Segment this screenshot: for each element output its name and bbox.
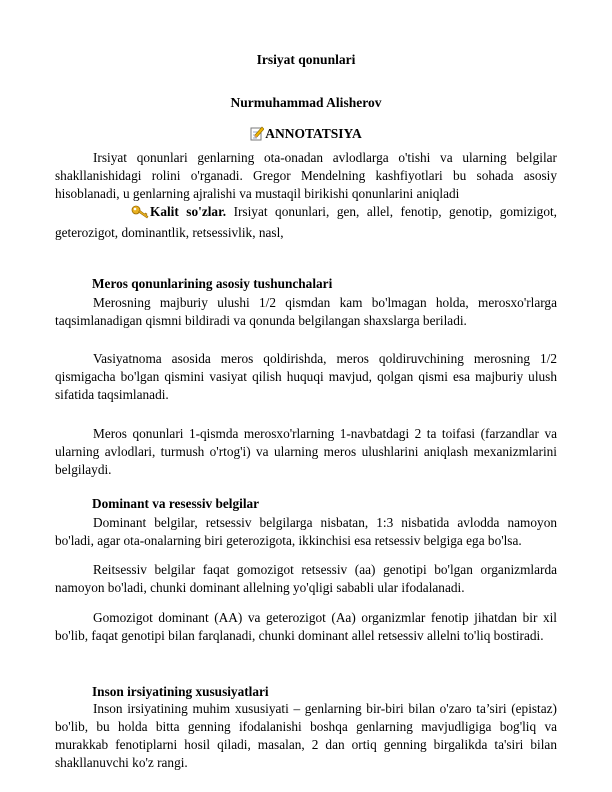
section-paragraph: Meros qonunlari 1-qismda merosxo'rlarning 1-navbatdagi 2 ta toifasi (farzandlar va ularning avlodlari, turmush o'rtog'i) va ularning meros ulushlarini aniqlash mexanizmlarini belgilaydi. <box>55 426 557 477</box>
document-title: Irsiyat qonunlari <box>256 52 356 67</box>
keywords-list: Irsiyat qonunlari, gen, allel, fenotip, genotip, gomizigot, geterozigot, dominantlik, retsessivlik, nasl, <box>55 204 557 240</box>
annotation-label: ANNOTATSIYA <box>265 126 362 141</box>
section-heading: Inson irsiyatining xususiyatlari <box>92 684 269 699</box>
section-paragraph: Vasiyatnoma asosida meros qoldirishda, meros qoldiruvchining merosning 1/2 qismigacha bo'lgan qismini vasiyat qilish huquqi mavjud, qolgan qismi esa majburiy ulush sifatida taqsimlanadi. <box>55 351 557 402</box>
author-name: Nurmuhammad Alisherov <box>230 95 382 110</box>
key-icon <box>93 204 149 224</box>
section-paragraph: Inson irsiyatining muhim xususiyati – genlarning bir-biri bilan o'zaro ta’siri (epistaz) bo'lib, bu holda bitta genning ifodalanishi boshqa genlarning mavjudligiga bog'liq va murakkab fenotiplarni hosil qiladi, masalan, 2 dan ortiq genning birgalikda ta'siri bilan shakllanuvchi ko'z rangi. <box>55 701 557 770</box>
memo-pencil-icon <box>250 126 264 145</box>
section-heading: Dominant va resessiv belgilar <box>92 496 260 511</box>
section-paragraph: Reitsessiv belgilar faqat gomozigot retsessiv (aa) genotipi bo'lgan organizmlarda namoyon bo'ladi, chunki dominant allelning yo'qligi sababli ular ifodalanadi. <box>55 562 557 595</box>
section-paragraph: Merosning majburiy ulushi 1/2 qismdan kam bo'lmagan holda, merosxo'rlarga taqsimlanadigan qismni bildiradi va qonunda belgilangan shaxslarga beriladi. <box>55 295 557 328</box>
section-paragraph: Dominant belgilar, retsessiv belgilarga nisbatan, 1:3 nisbatida avlodda namoyon bo'ladi, agar ota-onalarning biri geterozigota, ikkinchisi esa retsessiv belgiga ega bo'lsa. <box>55 515 557 548</box>
section-paragraph: Gomozigot dominant (AA) va geterozigot (Aa) organizmlar fenotip jihatdan bir xil bo'lib, faqat genotipi bilan farqlanadi, chunki dominant allel retsessiv allelni to'liq bostiradi. <box>55 610 557 643</box>
keywords-paragraph <box>55 203 557 242</box>
annotation-heading <box>0 126 612 145</box>
section-heading: Meros qonunlarining asosiy tushunchalari <box>92 276 333 291</box>
annotation-text: Irsiyat qonunlari genlarning ota-onadan avlodlarga o'tishi va ularning belgilar shakllanishidagi rolini o'rganadi. Gregor Mendelning kashfiyotlari bu sohada asosiy hisoblanadi, u genlarning ajralishi va mustaqil birikishi qonunlarini aniqladi <box>55 150 557 201</box>
keywords-label: Kalit so'zlar. <box>150 204 227 219</box>
